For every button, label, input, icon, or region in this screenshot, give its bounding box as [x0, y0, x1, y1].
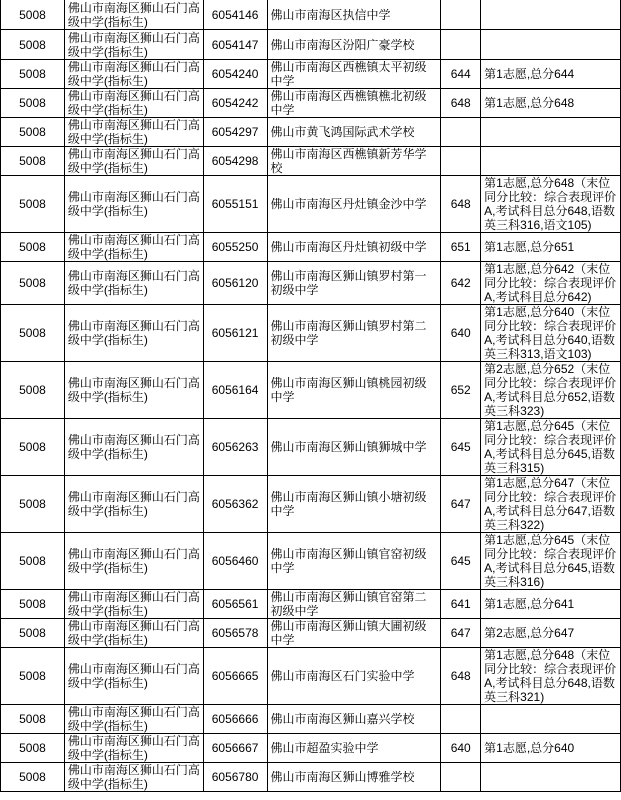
school-name-cell: 佛山市南海区狮山石门高级中学(指标生)	[64, 734, 203, 763]
score-cell: 645	[441, 533, 481, 590]
table-row	[1, 734, 621, 763]
score-cell	[441, 147, 481, 176]
school-name-cell: 佛山市南海区狮山石门高级中学(指标生)	[64, 419, 203, 476]
table-row	[1, 590, 621, 619]
score-cell: 651	[441, 233, 481, 262]
score-cell	[441, 0, 481, 30]
table-row	[1, 60, 621, 89]
note-cell: 第2志愿,总分647	[481, 619, 621, 648]
school-code-cell: 5008	[1, 176, 65, 233]
score-cell	[441, 30, 481, 60]
note-cell: 第1志愿,总分640	[481, 734, 621, 763]
school-code-cell: 5008	[1, 476, 65, 533]
school-name-cell: 佛山市南海区狮山石门高级中学(指标生)	[64, 176, 203, 233]
score-cell: 648	[441, 648, 481, 705]
note-cell: 第1志愿,总分645（末位同分比较：综合表现评价A,考试科目总分645,语数英三科316)	[481, 533, 621, 590]
school-code-cell: 5008	[1, 30, 65, 60]
middle-school-name-cell: 佛山市南海区丹灶镇金沙中学	[267, 176, 441, 233]
note-cell	[481, 0, 621, 30]
middle-school-name-cell: 佛山市南海区汾阳广豪学校	[267, 30, 441, 60]
school-code-cell: 5008	[1, 89, 65, 118]
admission-table-body	[1, 0, 621, 792]
school-name-cell: 佛山市南海区狮山石门高级中学(指标生)	[64, 89, 203, 118]
table-row	[1, 619, 621, 648]
middle-school-code-cell: 6056561	[203, 590, 267, 619]
school-code-cell: 5008	[1, 362, 65, 419]
note-cell	[481, 118, 621, 147]
table-row	[1, 118, 621, 147]
school-name-cell: 佛山市南海区狮山石门高级中学(指标生)	[64, 147, 203, 176]
school-name-cell: 佛山市南海区狮山石门高级中学(指标生)	[64, 705, 203, 734]
note-cell: 第1志愿,总分651	[481, 233, 621, 262]
school-code-cell: 5008	[1, 763, 65, 792]
school-name-cell: 佛山市南海区狮山石门高级中学(指标生)	[64, 30, 203, 60]
score-cell: 645	[441, 419, 481, 476]
middle-school-name-cell: 佛山市南海区西樵镇新芳华学校	[267, 147, 441, 176]
table-row	[1, 30, 621, 60]
note-cell: 第1志愿,总分648	[481, 89, 621, 118]
middle-school-name-cell: 佛山市南海区狮山嘉兴学校	[267, 705, 441, 734]
note-cell: 第1志愿,总分647（末位同分比较：综合表现评价A,考试科目总分647,语数英三科322)	[481, 476, 621, 533]
score-cell: 640	[441, 734, 481, 763]
middle-school-name-cell: 佛山市南海区狮山镇桃园初级中学	[267, 362, 441, 419]
school-name-cell: 佛山市南海区狮山石门高级中学(指标生)	[64, 305, 203, 362]
score-cell: 652	[441, 362, 481, 419]
middle-school-name-cell: 佛山市南海区西樵镇樵北初级中学	[267, 89, 441, 118]
note-cell	[481, 763, 621, 792]
table-row	[1, 533, 621, 590]
score-cell: 642	[441, 262, 481, 305]
middle-school-code-cell: 6054297	[203, 118, 267, 147]
middle-school-name-cell: 佛山市黄飞鸿国际武术学校	[267, 118, 441, 147]
middle-school-name-cell: 佛山市南海区狮山镇罗村第一初级中学	[267, 262, 441, 305]
score-cell: 640	[441, 305, 481, 362]
note-cell: 第1志愿,总分642（末位同分比较：综合表现评价A,考试科目总分642)	[481, 262, 621, 305]
middle-school-name-cell: 佛山市南海区狮山镇狮城中学	[267, 419, 441, 476]
school-code-cell: 5008	[1, 0, 65, 30]
score-cell	[441, 705, 481, 734]
school-code-cell: 5008	[1, 262, 65, 305]
note-cell: 第1志愿,总分640（末位同分比较：综合表现评价A,考试科目总分640,语数英三科313,语文103)	[481, 305, 621, 362]
middle-school-code-cell: 6056263	[203, 419, 267, 476]
middle-school-name-cell: 佛山市南海区狮山镇罗村第二初级中学	[267, 305, 441, 362]
school-name-cell: 佛山市南海区狮山石门高级中学(指标生)	[64, 0, 203, 30]
middle-school-code-cell: 6056121	[203, 305, 267, 362]
middle-school-code-cell: 6056578	[203, 619, 267, 648]
note-cell	[481, 30, 621, 60]
middle-school-name-cell: 佛山市南海区西樵镇太平初级中学	[267, 60, 441, 89]
middle-school-code-cell: 6056362	[203, 476, 267, 533]
school-name-cell: 佛山市南海区狮山石门高级中学(指标生)	[64, 233, 203, 262]
table-row	[1, 419, 621, 476]
score-cell: 648	[441, 89, 481, 118]
school-name-cell: 佛山市南海区狮山石门高级中学(指标生)	[64, 648, 203, 705]
note-cell: 第1志愿,总分644	[481, 60, 621, 89]
school-code-cell: 5008	[1, 147, 65, 176]
school-name-cell: 佛山市南海区狮山石门高级中学(指标生)	[64, 533, 203, 590]
middle-school-name-cell: 佛山市南海区狮山博雅学校	[267, 763, 441, 792]
school-code-cell: 5008	[1, 419, 65, 476]
score-cell	[441, 763, 481, 792]
score-cell: 647	[441, 619, 481, 648]
score-cell: 641	[441, 590, 481, 619]
school-name-cell: 佛山市南海区狮山石门高级中学(指标生)	[64, 590, 203, 619]
table-row	[1, 705, 621, 734]
score-cell: 644	[441, 60, 481, 89]
note-cell: 第1志愿,总分645（末位同分比较：综合表现评价A,考试科目总分645,语数英三科315)	[481, 419, 621, 476]
middle-school-name-cell: 佛山市南海区执信中学	[267, 0, 441, 30]
middle-school-code-cell: 6056665	[203, 648, 267, 705]
middle-school-name-cell: 佛山市南海区狮山镇官窑初级中学	[267, 533, 441, 590]
note-cell: 第1志愿,总分648（末位同分比较：综合表现评价A,考试科目总分648,语数英三科321)	[481, 648, 621, 705]
middle-school-code-cell: 6056460	[203, 533, 267, 590]
table-row	[1, 476, 621, 533]
school-code-cell: 5008	[1, 533, 65, 590]
table-row	[1, 648, 621, 705]
middle-school-code-cell: 6056780	[203, 763, 267, 792]
score-cell: 647	[441, 476, 481, 533]
middle-school-name-cell: 佛山市南海区丹灶镇初级中学	[267, 233, 441, 262]
middle-school-code-cell: 6056667	[203, 734, 267, 763]
school-name-cell: 佛山市南海区狮山石门高级中学(指标生)	[64, 262, 203, 305]
school-code-cell: 5008	[1, 619, 65, 648]
middle-school-code-cell: 6054240	[203, 60, 267, 89]
school-name-cell: 佛山市南海区狮山石门高级中学(指标生)	[64, 476, 203, 533]
school-code-cell: 5008	[1, 118, 65, 147]
score-cell: 648	[441, 176, 481, 233]
school-name-cell: 佛山市南海区狮山石门高级中学(指标生)	[64, 763, 203, 792]
table-row	[1, 147, 621, 176]
middle-school-name-cell: 佛山市南海区狮山镇官窑第二初级中学	[267, 590, 441, 619]
note-cell	[481, 705, 621, 734]
middle-school-code-cell: 6056120	[203, 262, 267, 305]
middle-school-code-cell: 6054298	[203, 147, 267, 176]
table-row	[1, 262, 621, 305]
middle-school-code-cell: 6054147	[203, 30, 267, 60]
table-row	[1, 233, 621, 262]
school-code-cell: 5008	[1, 648, 65, 705]
note-cell: 第1志愿,总分641	[481, 590, 621, 619]
table-row	[1, 362, 621, 419]
school-code-cell: 5008	[1, 590, 65, 619]
table-row	[1, 89, 621, 118]
middle-school-code-cell: 6055250	[203, 233, 267, 262]
note-cell	[481, 147, 621, 176]
school-name-cell: 佛山市南海区狮山石门高级中学(指标生)	[64, 362, 203, 419]
school-code-cell: 5008	[1, 705, 65, 734]
middle-school-code-cell: 6054242	[203, 89, 267, 118]
middle-school-code-cell: 6056666	[203, 705, 267, 734]
middle-school-name-cell: 佛山市南海区狮山镇小塘初级中学	[267, 476, 441, 533]
school-name-cell: 佛山市南海区狮山石门高级中学(指标生)	[64, 60, 203, 89]
middle-school-name-cell: 佛山市南海区狮山镇大圃初级中学	[267, 619, 441, 648]
note-cell: 第2志愿,总分652（末位同分比较：综合表现评价A,考试科目总分652,语数英三科323)	[481, 362, 621, 419]
school-code-cell: 5008	[1, 233, 65, 262]
middle-school-code-cell: 6054146	[203, 0, 267, 30]
table-row	[1, 0, 621, 30]
school-code-cell: 5008	[1, 734, 65, 763]
score-cell	[441, 118, 481, 147]
table-row	[1, 305, 621, 362]
school-name-cell: 佛山市南海区狮山石门高级中学(指标生)	[64, 619, 203, 648]
school-code-cell: 5008	[1, 305, 65, 362]
middle-school-code-cell: 6055151	[203, 176, 267, 233]
table-row	[1, 763, 621, 792]
table-row	[1, 176, 621, 233]
middle-school-name-cell: 佛山市南海区石门实验中学	[267, 648, 441, 705]
school-code-cell: 5008	[1, 60, 65, 89]
middle-school-name-cell: 佛山市超盈实验中学	[267, 734, 441, 763]
middle-school-code-cell: 6056164	[203, 362, 267, 419]
note-cell: 第1志愿,总分648（末位同分比较：综合表现评价A,考试科目总分648,语数英三科316,语文105)	[481, 176, 621, 233]
school-name-cell: 佛山市南海区狮山石门高级中学(指标生)	[64, 118, 203, 147]
